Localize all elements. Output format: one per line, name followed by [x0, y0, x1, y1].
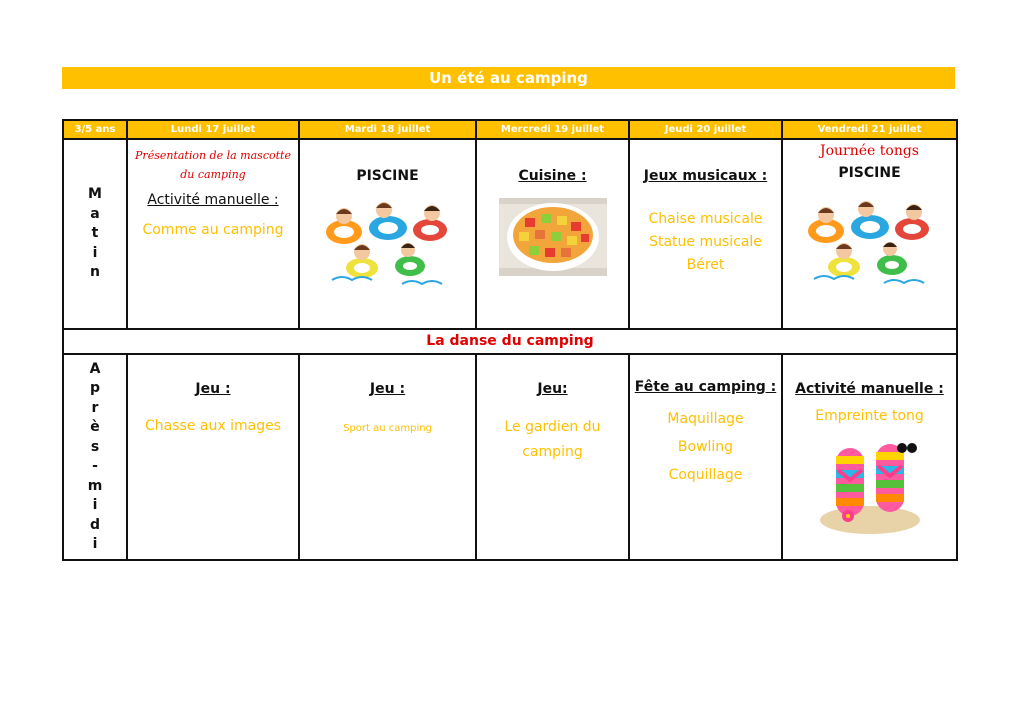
- afternoon-letter: A: [89, 360, 101, 377]
- morning-letter: i: [92, 244, 98, 261]
- children-pool-image: [322, 190, 454, 290]
- age-header: 3/5 ans: [63, 120, 127, 139]
- afternoon-letter: r: [91, 399, 99, 416]
- afternoon-tuesday-cell: [299, 354, 476, 560]
- schedule-table: [62, 119, 958, 561]
- page-title-banner: [62, 67, 955, 89]
- morning-thursday-cell: [629, 139, 782, 329]
- afternoon-letter: m: [87, 477, 103, 494]
- afternoon-thursday-item: Coquillage: [668, 467, 743, 483]
- afternoon-letter: è: [90, 419, 100, 435]
- day-header-monday: Lundi 17 juillet: [127, 120, 299, 139]
- afternoon-tuesday-title: Jeu :: [369, 381, 406, 397]
- children-pool-image: [804, 187, 936, 291]
- morning-letter: M: [88, 186, 102, 203]
- afternoon-letter: s: [90, 438, 100, 455]
- morning-thursday-item: Statue musicale: [649, 234, 762, 250]
- morning-thursday-item: Chaise musicale: [648, 211, 763, 227]
- morning-monday-cell: [127, 139, 299, 329]
- morning-letter: n: [90, 264, 100, 281]
- afternoon-thursday-cell: [629, 354, 782, 560]
- afternoon-wednesday-cell: [476, 354, 629, 560]
- morning-letter: a: [90, 205, 100, 222]
- mascot-intro-line2: du camping: [180, 168, 246, 181]
- flip-flops-image: [818, 440, 922, 536]
- afternoon-letter: d: [89, 516, 101, 533]
- afternoon-letter: -: [92, 458, 98, 474]
- afternoon-letter: p: [89, 380, 101, 396]
- afternoon-thursday-item: Bowling: [677, 439, 734, 455]
- afternoon-monday-title: Jeu :: [195, 381, 231, 397]
- day-header-wednesday: Mercredi 19 juillet: [476, 120, 629, 139]
- morning-wednesday-cell: [476, 139, 629, 329]
- afternoon-thursday-item: Maquillage: [667, 411, 744, 427]
- afternoon-letter: i: [92, 536, 98, 552]
- afternoon-friday-activity: Empreinte tong: [815, 408, 924, 424]
- morning-friday-special: Journée tongs: [819, 143, 919, 159]
- morning-friday-cell: [782, 139, 957, 329]
- morning-friday-title: PISCINE: [838, 165, 901, 181]
- morning-tuesday-cell: [299, 139, 476, 329]
- mascot-intro-line1: Présentation de la mascotte: [135, 149, 291, 162]
- morning-monday-activity: Comme au camping: [142, 222, 284, 238]
- morning-letter: t: [91, 225, 99, 242]
- day-header-thursday: Jeudi 20 juillet: [629, 120, 782, 139]
- afternoon-friday-title: Activité manuelle :: [795, 381, 944, 397]
- day-header-tuesday: Mardi 18 juillet: [299, 120, 476, 139]
- morning-label: [63, 139, 127, 329]
- morning-thursday-title: Jeux musicaux :: [643, 168, 768, 184]
- afternoon-friday-cell: [782, 354, 957, 560]
- separator-row: [63, 329, 957, 354]
- page-title: Un été au camping: [429, 69, 588, 87]
- afternoon-wednesday-title: Jeu:: [537, 381, 568, 397]
- morning-wednesday-title: Cuisine :: [518, 168, 587, 184]
- afternoon-row: [63, 354, 957, 560]
- afternoon-monday-activity: Chasse aux images: [145, 418, 281, 434]
- afternoon-monday-cell: [127, 354, 299, 560]
- morning-row: [63, 139, 957, 329]
- fruit-salad-image: [499, 198, 607, 276]
- afternoon-wednesday-activity-line2: camping: [522, 444, 583, 460]
- morning-thursday-item: Béret: [686, 257, 725, 273]
- afternoon-wednesday-activity-line1: Le gardien du: [504, 419, 601, 435]
- afternoon-tuesday-activity: Sport au camping: [343, 423, 432, 434]
- header-row: [63, 120, 957, 139]
- morning-tuesday-title: PISCINE: [356, 168, 419, 184]
- day-header-friday: Vendredi 21 juillet: [782, 120, 957, 139]
- afternoon-label: [63, 354, 127, 560]
- morning-monday-title: Activité manuelle :: [147, 192, 279, 208]
- separator-label: La danse du camping: [63, 329, 957, 354]
- afternoon-letter: i: [92, 497, 98, 513]
- afternoon-thursday-title: Fête au camping :: [634, 379, 777, 395]
